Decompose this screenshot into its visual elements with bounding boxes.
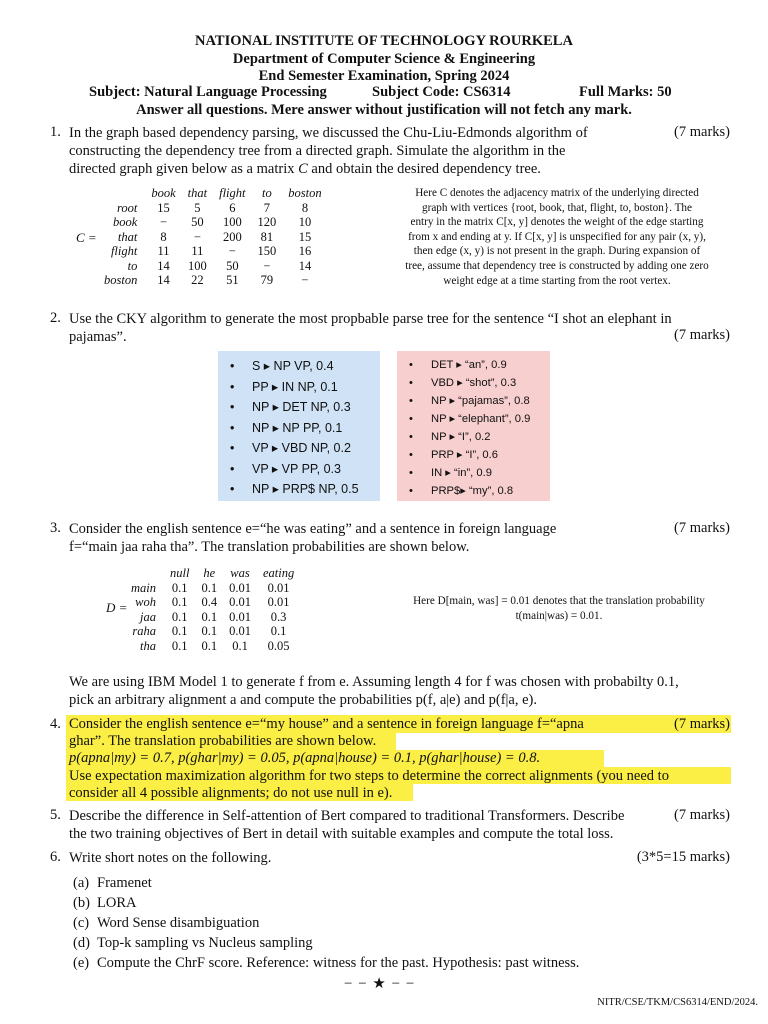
q1-matrix-row-header: that bbox=[117, 229, 138, 244]
grammar-rule: • PRP ▸ “I”, 0.6 bbox=[409, 446, 550, 464]
bullet-icon: • bbox=[230, 461, 235, 476]
q1-text bbox=[69, 124, 659, 178]
q1-matrix-cell: 79 bbox=[260, 273, 274, 287]
q3-matrix-row-header: tha bbox=[140, 638, 156, 653]
q1-matrix-cell: − bbox=[263, 258, 271, 273]
q3-text bbox=[69, 520, 659, 556]
q1-matrix-cell: 200 bbox=[222, 229, 242, 244]
grammar-rule: • NP ▸ PRP$ NP, 0.5 bbox=[230, 479, 380, 500]
grammar-rule: • IN ▸ “in”, 0.9 bbox=[409, 464, 550, 482]
q3-matrix-row bbox=[125, 610, 300, 625]
q6-item-text: Compute the ChrF score. Reference: witness for the past. Hypothesis: past witness. bbox=[97, 955, 580, 971]
grammar-rule: • NP ▸ “I”, 0.2 bbox=[409, 428, 550, 446]
grammar-rule: • VBD ▸ “shot”, 0.3 bbox=[409, 374, 550, 392]
q3-note-line1: Here D[main, was] = 0.01 denotes that the translation probability bbox=[413, 595, 705, 607]
q6-item bbox=[73, 953, 579, 973]
grammar-rule: • NP ▸ “elephant”, 0.9 bbox=[409, 410, 550, 428]
q6-item bbox=[73, 913, 579, 933]
q3-matrix-col-header: was bbox=[230, 566, 250, 580]
q3-matrix-cell: 0.3 bbox=[270, 609, 287, 624]
q1-matrix-cell: 15 bbox=[157, 200, 170, 215]
q1-matrix-label: C = bbox=[76, 230, 97, 245]
q6-number: 6. bbox=[50, 849, 61, 865]
q1-matrix-row bbox=[98, 201, 328, 216]
end-mark: − − ★ − − bbox=[344, 976, 416, 992]
q3-after-line2: pick an arbitrary alignment a and compute the probabilities p(f, a|e) and p(f|a, e). bbox=[69, 692, 538, 708]
q1-matrix-cell: 50 bbox=[191, 215, 204, 229]
grammar-rule: • VP ▸ VP PP, 0.3 bbox=[230, 459, 380, 480]
subject-code: Subject Code: CS6314 bbox=[372, 84, 511, 100]
grammar-rule: • PRP$▸ “my”, 0.8 bbox=[409, 482, 550, 500]
q1-matrix-cell: − bbox=[159, 215, 168, 229]
q2-text bbox=[69, 310, 731, 346]
bullet-icon: • bbox=[230, 420, 235, 435]
q1-note-line: from x and ending at y. If C[x, y] is unspecified for any pair (x, y), bbox=[408, 230, 706, 243]
q5-line2: the two training objectives of Bert in detail with suitable examples and compute the total loss. bbox=[69, 826, 614, 842]
q1-matrix-cell: 50 bbox=[226, 258, 239, 273]
q1-matrix-col-header: to bbox=[262, 186, 272, 200]
q4-line3: p(apna|my) = 0.7, p(ghar|my) = 0.05, p(apna|house) = 0.1, p(ghar|house) = 0.8. bbox=[69, 750, 541, 767]
q6-item-text: Framenet bbox=[97, 875, 152, 891]
q3-matrix-cell: 0.1 bbox=[270, 624, 287, 638]
bullet-icon: • bbox=[409, 413, 413, 425]
q1-matrix-cell: 15 bbox=[298, 229, 312, 244]
q3-matrix-cell: 0.01 bbox=[267, 580, 290, 595]
q6-item bbox=[73, 893, 579, 913]
bullet-icon: • bbox=[409, 377, 413, 389]
q3-matrix-cell: 0.01 bbox=[229, 595, 251, 609]
q3-matrix-row-header: main bbox=[131, 580, 156, 595]
bullet-icon: • bbox=[409, 449, 413, 461]
q1-matrix-row-header: book bbox=[113, 215, 138, 229]
q1-matrix-cell: 150 bbox=[257, 244, 277, 258]
q4-line4: Use expectation maximization algorithm for two steps to determine the correct alignments (you need to bbox=[69, 767, 669, 784]
q1-matrix-col-header: flight bbox=[219, 186, 246, 200]
q1-matrix-cell: 81 bbox=[260, 229, 274, 244]
exam-title: End Semester Examination, Spring 2024 bbox=[258, 68, 510, 84]
q1-matrix-cell: − bbox=[193, 229, 201, 244]
q3-matrix-row bbox=[125, 624, 300, 639]
bullet-icon: • bbox=[409, 485, 413, 497]
q5-marks: (7 marks) bbox=[674, 807, 730, 823]
q6-item-text: LORA bbox=[97, 895, 137, 911]
lexicon-rules-box bbox=[397, 351, 550, 501]
bullet-icon: • bbox=[409, 431, 413, 443]
q4-line5: consider all 4 possible alignments; do not use null in e). bbox=[69, 784, 393, 801]
q3-line1: Consider the english sentence e=“he was eating” and a sentence in foreign language bbox=[69, 521, 557, 537]
grammar-rule: • NP ▸ NP PP, 0.1 bbox=[230, 418, 380, 439]
q3-matrix-cell: 0.1 bbox=[171, 624, 188, 638]
bullet-icon: • bbox=[230, 482, 235, 496]
q6-item-label: (e) bbox=[73, 955, 90, 971]
q1-matrix-cell: 10 bbox=[298, 215, 312, 229]
grammar-rule: • NP ▸ DET NP, 0.3 bbox=[230, 397, 380, 418]
q6-item-text: Word Sense disambiguation bbox=[97, 915, 260, 931]
q3-matrix-cell: 0.01 bbox=[229, 624, 251, 638]
instruction: Answer all questions. Mere answer without justification will not fetch any mark. bbox=[136, 102, 632, 118]
q3-after bbox=[69, 673, 731, 709]
bullet-icon: • bbox=[230, 441, 235, 455]
q1-matrix-cell: 5 bbox=[194, 200, 201, 215]
q5-line1: Describe the difference in Self-attention of Bert compared to traditional Transformers. Describe bbox=[69, 808, 625, 824]
q3-marks: (7 marks) bbox=[674, 520, 730, 536]
q6-item-label: (a) bbox=[73, 875, 90, 891]
q1-matrix-cell: 51 bbox=[226, 273, 239, 287]
q1-marks: (7 marks) bbox=[674, 124, 730, 140]
full-marks: Full Marks: 50 bbox=[579, 84, 672, 100]
q3-matrix-col-header: he bbox=[203, 566, 216, 580]
q3-matrix-label: D = bbox=[106, 600, 128, 615]
q6-item-label: (b) bbox=[73, 895, 90, 911]
bullet-icon: • bbox=[409, 359, 413, 371]
q6-item-text: Top-k sampling vs Nucleus sampling bbox=[97, 935, 313, 951]
bullet-icon: • bbox=[409, 467, 413, 479]
grammar-rules-box bbox=[218, 351, 380, 501]
q1-matrix-row bbox=[98, 273, 328, 288]
q3-note bbox=[382, 594, 736, 623]
q3-matrix-col-header: null bbox=[170, 566, 190, 580]
q3-matrix-row-header: jaa bbox=[140, 609, 156, 624]
q6-item-label: (c) bbox=[73, 915, 90, 931]
q1-matrix-row-header: flight bbox=[110, 244, 138, 258]
q4-line1: Consider the english sentence e=“my house” and a sentence in foreign language f=“apna bbox=[69, 716, 584, 732]
q3-line2: f=“main jaa raha tha”. The translation probabilities are shown below. bbox=[69, 539, 470, 555]
grammar-rule: • NP ▸ “pajamas”, 0.8 bbox=[409, 392, 550, 410]
q1-matrix bbox=[98, 186, 328, 288]
q1-matrix-cell: 14 bbox=[298, 258, 312, 273]
q6-item bbox=[73, 873, 579, 893]
q1-note-line: tree, assume that dependency tree is constructed by adding one zero bbox=[405, 259, 709, 272]
q3-matrix-row bbox=[125, 639, 300, 654]
q2-number: 2. bbox=[50, 310, 61, 326]
q1-matrix-row-header: root bbox=[116, 200, 138, 215]
q1-number: 1. bbox=[50, 124, 61, 140]
q1-note-line: Here C denotes the adjacency matrix of the underlying directed bbox=[415, 187, 699, 199]
q3-matrix-cell: 0.1 bbox=[201, 638, 218, 653]
q6-text: Write short notes on the following. bbox=[69, 850, 272, 866]
q1-matrix-cell: 16 bbox=[298, 244, 312, 258]
q6-items bbox=[73, 873, 579, 973]
q3-matrix-cell: 0.1 bbox=[201, 580, 218, 595]
institute-title: NATIONAL INSTITUTE OF TECHNOLOGY ROURKELA bbox=[195, 33, 573, 49]
grammar-rule: • PP ▸ IN NP, 0.1 bbox=[230, 377, 380, 398]
q1-matrix-cell: − bbox=[301, 273, 309, 287]
q1-note-line: entry in the matrix C[x, y] denotes the weight of the edge starting bbox=[410, 216, 704, 229]
q3-matrix-row-header: raha bbox=[132, 624, 156, 638]
q1-matrix-col-header: book bbox=[151, 186, 176, 200]
q1-note-line: weight edge at a time starting from the root vertex. bbox=[443, 274, 671, 287]
q3-number: 3. bbox=[50, 520, 61, 536]
q6-item-label: (d) bbox=[73, 935, 90, 951]
q3-matrix-cell: 0.1 bbox=[201, 624, 218, 638]
q1-matrix-cell: 14 bbox=[157, 258, 170, 273]
q3-matrix-cell: 0.01 bbox=[229, 580, 251, 595]
q6-item bbox=[73, 933, 579, 953]
q3-matrix-row bbox=[125, 581, 300, 596]
q1-matrix-cell: 8 bbox=[301, 200, 309, 215]
q1-matrix-row bbox=[98, 230, 328, 245]
q1-matrix-row bbox=[98, 259, 328, 274]
q1-line2: constructing the dependency tree from a directed graph. Simulate the algorithm in the bbox=[69, 143, 566, 159]
q6-marks: (3*5=15 marks) bbox=[636, 849, 730, 865]
q1-matrix-cell: 6 bbox=[229, 200, 236, 215]
q1-matrix-cell: 8 bbox=[160, 229, 167, 244]
q3-matrix-row-header: woh bbox=[135, 595, 156, 609]
bullet-icon: • bbox=[230, 400, 235, 414]
q1-matrix-cell: 11 bbox=[191, 244, 204, 258]
q3-matrix-cell: 0.1 bbox=[201, 609, 218, 624]
department-title: Department of Computer Science & Engineering bbox=[232, 51, 536, 67]
q3-matrix-cell: 0.1 bbox=[171, 609, 188, 624]
q1-matrix-cell: 22 bbox=[191, 273, 204, 287]
q5-number: 5. bbox=[50, 807, 61, 823]
q1-note-line: graph with vertices {root, book, that, flight, to, boston}. The bbox=[422, 201, 692, 214]
q3-matrix-row bbox=[125, 595, 300, 610]
q3-matrix-cell: 0.1 bbox=[232, 638, 248, 653]
q3-matrix bbox=[125, 566, 300, 653]
q3-matrix-cell: 0.1 bbox=[171, 638, 188, 653]
q4-marks: (7 marks) bbox=[674, 716, 730, 732]
q1-matrix-cell: 100 bbox=[222, 215, 242, 229]
footer-code: NITR/CSE/TKM/CS6314/END/2024. bbox=[597, 997, 758, 1008]
q1-matrix-cell: 100 bbox=[188, 258, 207, 273]
q1-line3: directed graph given below as a matrix C and obtain the desired dependency tree. bbox=[69, 161, 541, 177]
q3-matrix-cell: 0.1 bbox=[171, 580, 188, 595]
q1-matrix-row-header: boston bbox=[104, 273, 138, 287]
q3-matrix-col-header: eating bbox=[262, 566, 295, 580]
q1-matrix-cell: − bbox=[228, 244, 236, 258]
q4-text bbox=[69, 716, 731, 802]
q3-matrix-cell: 0.01 bbox=[267, 595, 290, 609]
q3-matrix-cell: 0.01 bbox=[229, 609, 251, 624]
q1-matrix-cell: 7 bbox=[263, 200, 271, 215]
q3-matrix-cell: 0.1 bbox=[171, 595, 188, 609]
q1-matrix-col-header: that bbox=[187, 186, 208, 200]
q1-matrix-row-header: to bbox=[127, 258, 138, 273]
q2-marks: (7 marks) bbox=[674, 327, 730, 343]
grammar-rule: • DET ▸ “an”, 0.9 bbox=[409, 356, 550, 374]
q1-matrix-cell: 11 bbox=[157, 244, 170, 258]
q3-note-line2: t(main|was) = 0.01. bbox=[515, 609, 603, 622]
q3-matrix-cell: 0.4 bbox=[201, 595, 218, 609]
q4-number: 4. bbox=[50, 716, 61, 732]
bullet-icon: • bbox=[230, 379, 235, 394]
bullet-icon: • bbox=[230, 359, 235, 373]
grammar-rule: • S ▸ NP VP, 0.4 bbox=[230, 356, 380, 377]
subject-name: Subject: Natural Language Processing bbox=[89, 84, 327, 100]
q1-matrix-row bbox=[98, 215, 328, 230]
q3-matrix-cell: 0.05 bbox=[267, 638, 290, 653]
q1-note-line: then edge (x, y) is not present in the graph. During expansion of bbox=[413, 245, 701, 258]
q1-matrix-row bbox=[98, 244, 328, 259]
q1-note bbox=[380, 186, 734, 288]
q1-line1: In the graph based dependency parsing, we discussed the Chu-Liu-Edmonds algorithm of bbox=[69, 125, 588, 141]
q5-text bbox=[69, 807, 679, 843]
q1-matrix-cell: 14 bbox=[157, 273, 170, 287]
bullet-icon: • bbox=[409, 395, 413, 407]
q1-matrix-col-header: boston bbox=[288, 186, 322, 200]
q2-line1: Use the CKY algorithm to generate the most propbable parse tree for the sentence “I shot an elephant in bbox=[69, 311, 672, 327]
grammar-rule: • VP ▸ VBD NP, 0.2 bbox=[230, 438, 380, 459]
q1-matrix-cell: 120 bbox=[257, 215, 277, 229]
q4-line2: ghar”. The translation probabilities are shown below. bbox=[69, 733, 377, 750]
q2-line2: pajamas”. bbox=[69, 329, 127, 345]
q3-after-line1: We are using IBM Model 1 to generate f from e. Assuming length 4 for f was chosen with probabilty 0.1, bbox=[69, 674, 679, 690]
